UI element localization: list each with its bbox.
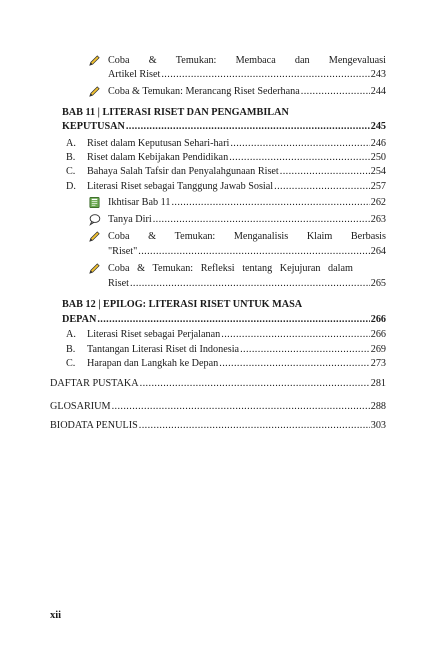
- page-number: 303: [370, 420, 386, 431]
- list-marker: C.: [66, 166, 76, 177]
- page-number: 246: [370, 138, 386, 149]
- chapter-11-title-line1: BAB 11 | LITERASI RISET DAN PENGAMBILAN: [62, 107, 289, 118]
- page-number: 250: [370, 152, 386, 163]
- toc-entry-tanya-diri[interactable]: Tanya Diri ..... 263: [108, 214, 386, 226]
- toc-entry-merancang[interactable]: Coba & Temukan: Merancang Riset Sederhana ..... 244: [108, 86, 386, 98]
- toc-entry-menganalisis-line1: Coba & Temukan: Menganalisis Klaim Berbasis: [108, 231, 386, 242]
- toc-entry-refleksi[interactable]: Riset ..... 265: [108, 278, 386, 290]
- toc-entry-refleksi-line1: Coba & Temukan: Refleksi tentang Kejujuran dalam: [108, 263, 353, 274]
- toc-entry-menganalisis[interactable]: "Riset" ..... 264: [108, 246, 386, 258]
- page-number: 263: [370, 214, 386, 225]
- page-number: 273: [370, 358, 386, 369]
- toc-entry-salah-tafsir[interactable]: Bahaya Salah Tafsir dan Penyalahgunaan Riset ..... 254: [87, 166, 386, 178]
- page-number: 266: [370, 329, 386, 340]
- toc-entry-chapter-12[interactable]: DEPAN ..... 266: [62, 314, 386, 326]
- toc-entry-kebijakan-pendidikan[interactable]: Riset dalam Kebijakan Pendidikan ..... 250: [87, 152, 386, 164]
- page-number: 266: [370, 314, 386, 325]
- toc-entry-ikhtisar[interactable]: Ikhtisar Bab 11 ..... 262: [108, 197, 386, 209]
- toc-entry-perjalanan[interactable]: Literasi Riset sebagai Perjalanan ..... 266: [87, 329, 386, 341]
- page-number: 254: [370, 166, 386, 177]
- list-marker: B.: [66, 344, 76, 355]
- pencil-icon: [88, 262, 101, 275]
- list-marker: C.: [66, 358, 76, 369]
- page-number: 288: [370, 401, 386, 412]
- toc-entry-membaca[interactable]: Artikel Riset ..... 243: [108, 69, 386, 81]
- page-number: 257: [370, 181, 386, 192]
- speech-bubble-icon: [88, 213, 101, 226]
- pencil-icon: [88, 230, 101, 243]
- list-marker: A.: [66, 329, 76, 340]
- toc-entry-keputusan-sehari-hari[interactable]: Riset dalam Keputusan Sehari-hari ..... 246: [87, 138, 386, 150]
- page-number: 244: [370, 86, 386, 97]
- page-number: 262: [370, 197, 386, 208]
- page-number: 269: [370, 344, 386, 355]
- page-number: 264: [370, 246, 386, 257]
- pencil-icon: [88, 54, 101, 67]
- list-marker: B.: [66, 152, 76, 163]
- toc-entry-daftar-pustaka[interactable]: DAFTAR PUSTAKA ..... 281: [50, 378, 386, 390]
- toc-entry-harapan[interactable]: Harapan dan Langkah ke Depan ..... 273: [87, 358, 386, 370]
- book-icon: [88, 196, 101, 209]
- toc-entry-biodata-penulis[interactable]: BIODATA PENULIS ..... 303: [50, 420, 386, 432]
- list-marker: D.: [66, 181, 76, 192]
- page-number: 281: [370, 378, 386, 389]
- folio-page-number: xii: [50, 610, 62, 621]
- toc-entry-chapter-11[interactable]: KEPUTUSAN ..... 245: [62, 121, 386, 133]
- page-number: 245: [370, 121, 386, 132]
- chapter-12-title-line1: BAB 12 | EPILOG: LITERASI RISET UNTUK MASA: [62, 299, 303, 310]
- page-number: 243: [370, 69, 386, 80]
- page-number: 265: [370, 278, 386, 289]
- toc-entry-tanggung-jawab-sosial[interactable]: Literasi Riset sebagai Tanggung Jawab Sosial ..... 257: [87, 181, 386, 193]
- toc-entry-tantangan[interactable]: Tantangan Literasi Riset di Indonesia ..... 269: [87, 344, 386, 356]
- toc-entry-glosarium[interactable]: GLOSARIUM ..... 288: [50, 401, 386, 413]
- toc-entry-membaca-line1: Coba & Temukan: Membaca dan Mengevaluasi: [108, 55, 386, 66]
- list-marker: A.: [66, 138, 76, 149]
- pencil-icon: [88, 85, 101, 98]
